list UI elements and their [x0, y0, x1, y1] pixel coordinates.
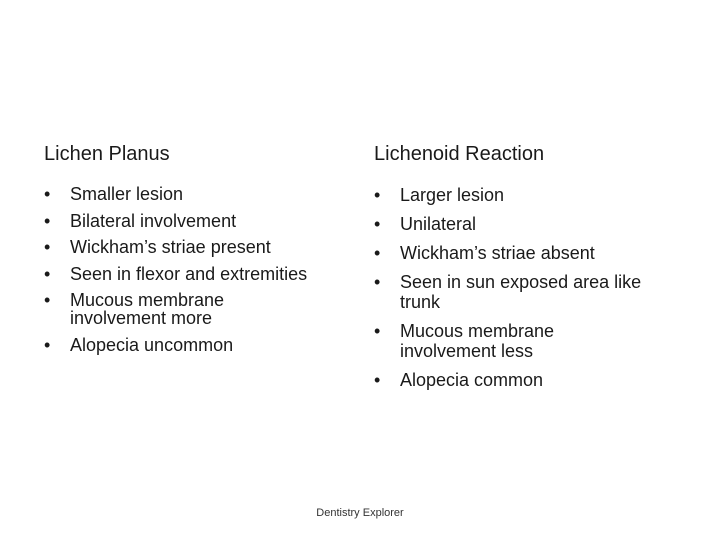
list-item: • Wickham’s striae absent	[374, 243, 674, 263]
list-item: • Larger lesion	[374, 185, 674, 205]
lichen-planus-list	[44, 185, 344, 354]
list-item: • Smaller lesion	[44, 185, 344, 203]
lichen-planus-heading: Lichen Planus	[44, 143, 170, 165]
footer-credit: Dentistry Explorer	[316, 507, 404, 519]
list-item: • Wickham’s striae present	[44, 238, 344, 256]
list-item: • Alopecia uncommon	[44, 336, 344, 354]
lichen-planus-column	[44, 140, 344, 362]
list-item: • Seen in flexor and extremities	[44, 265, 344, 283]
lichenoid-reaction-heading: Lichenoid Reaction	[374, 143, 545, 165]
list-item: • Bilateral involvement	[44, 212, 344, 230]
lichenoid-reaction-list	[374, 185, 674, 390]
list-item: • Mucous membrane involvement less	[374, 321, 674, 361]
list-item: • Unilateral	[374, 214, 674, 234]
list-item: • Alopecia common	[374, 370, 674, 390]
list-item: • Mucous membrane involvement more	[44, 291, 344, 327]
lichenoid-reaction-column	[374, 140, 674, 399]
list-item: • Seen in sun exposed area like trunk	[374, 272, 674, 312]
